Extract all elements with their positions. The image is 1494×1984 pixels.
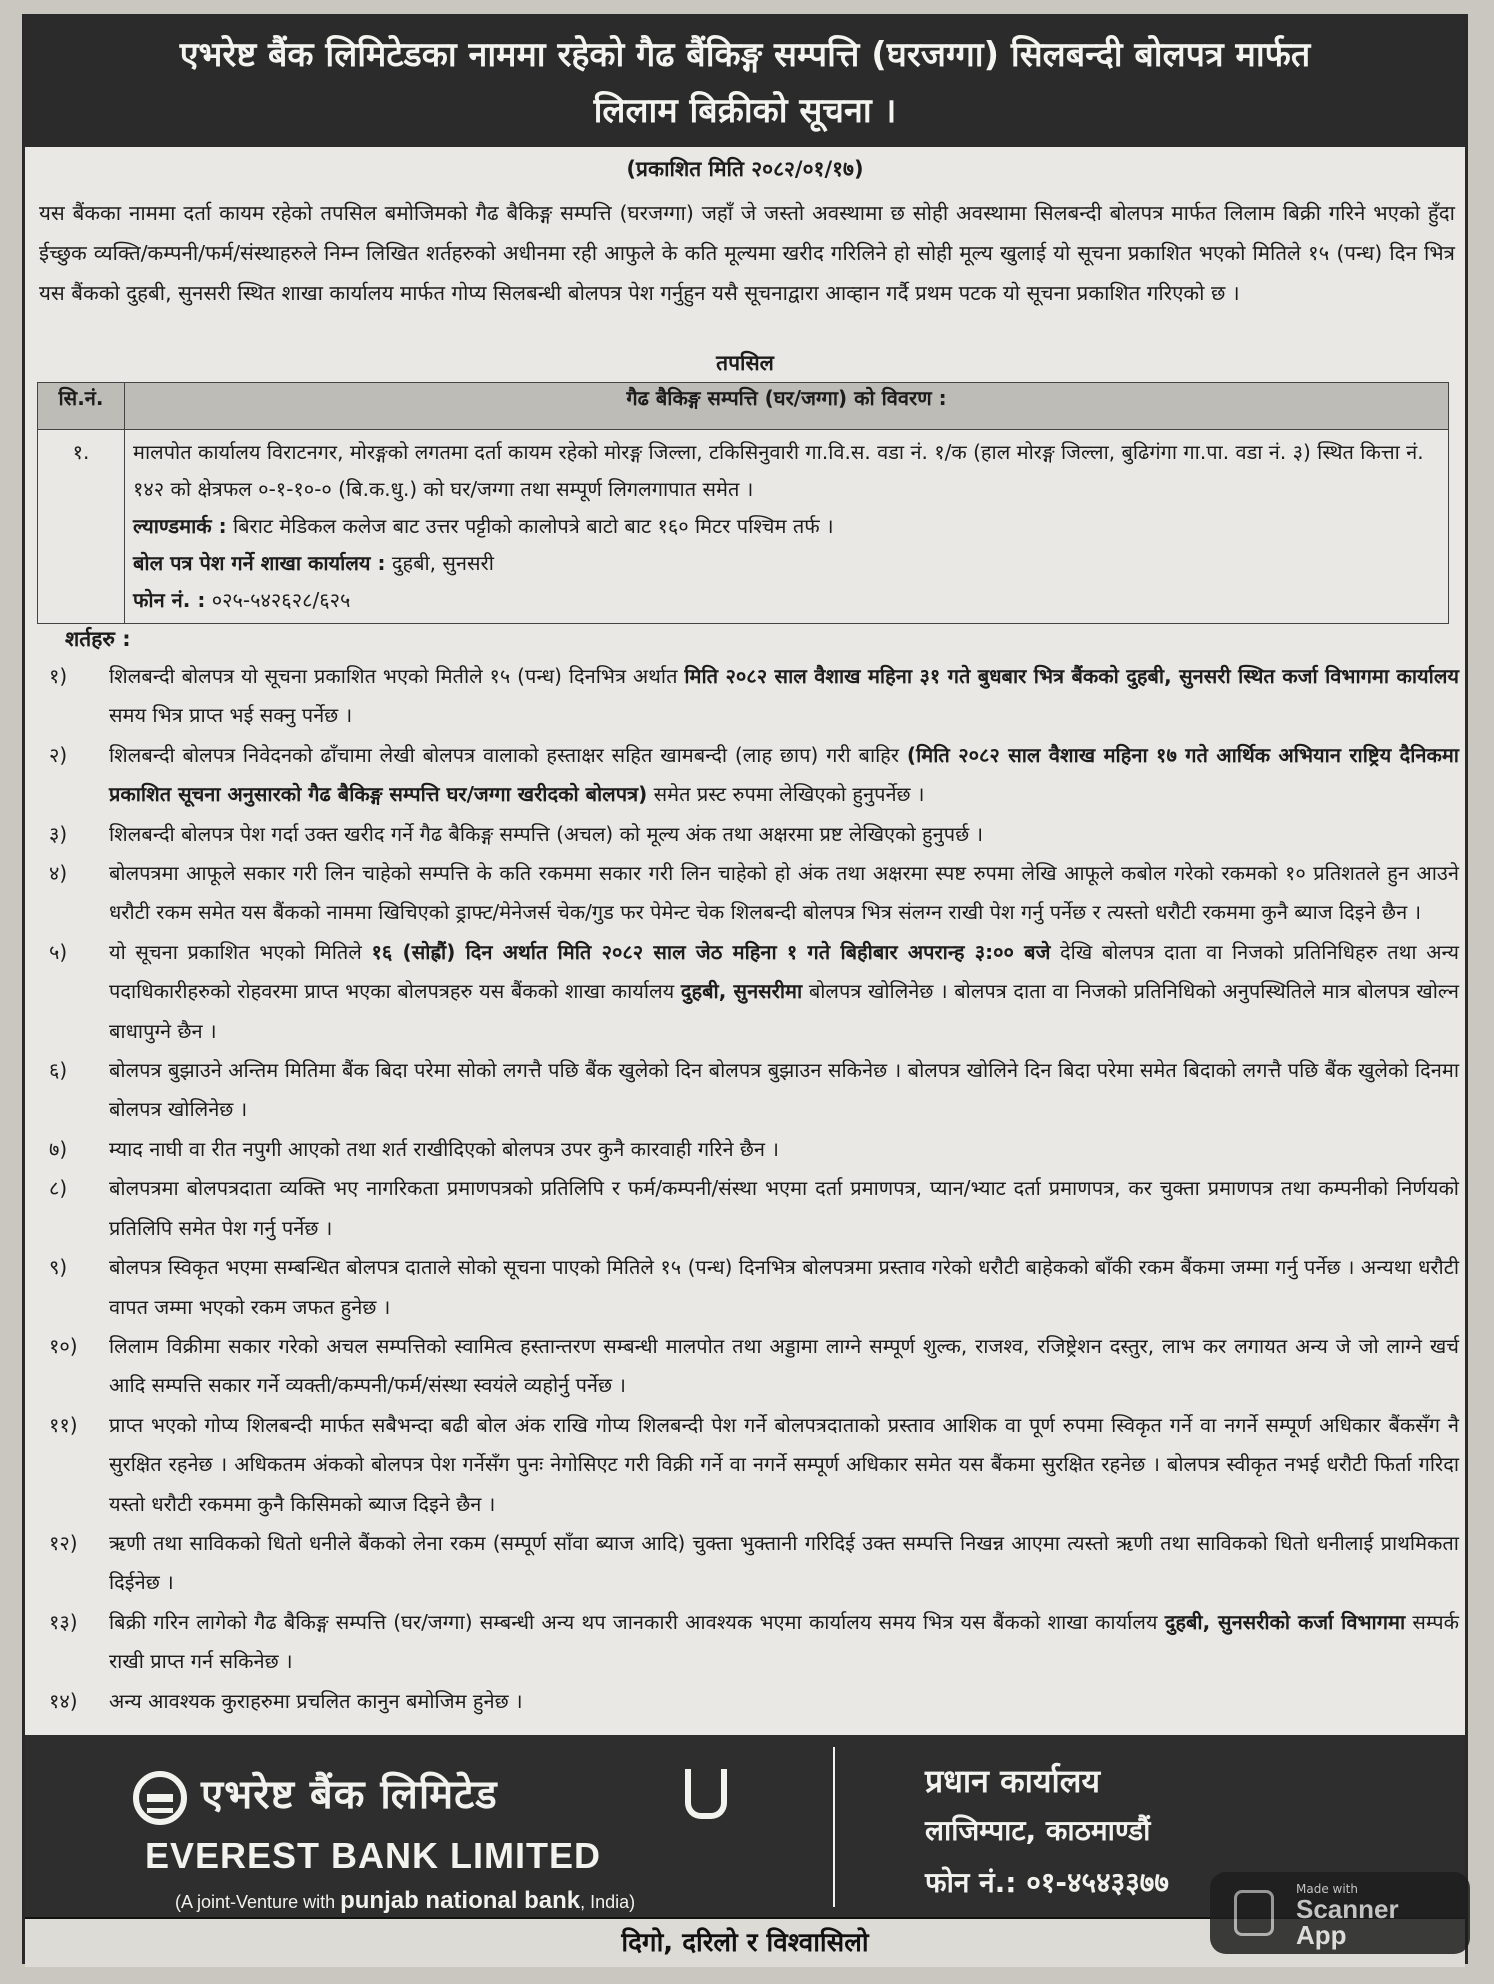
term-text-part: समेत प्रस्ट रुपमा लेखिएको हुनुपर्नेछ । (647, 782, 925, 807)
term-text-bold: मिति २०८२ साल वैशाख महिना ३१ गते बुधबार भित्र बैंकको दुहबी, सुनसरी स्थित कर्जा विभागमा कार्यालय (684, 664, 1459, 688)
phone-line (133, 582, 1440, 619)
term-text-bold: दुहबी, सुनसरीमा (680, 979, 803, 1004)
scanner-icon (1234, 1890, 1274, 1936)
term-text-part: म्याद नाघी वा रीत नपुगी आएको तथा शर्त राखीदिएको बोलपत्र उपर कुनै कारवाही गरिने छैन । (109, 1136, 779, 1161)
terms-list (49, 657, 1459, 1721)
term-item (49, 1248, 1459, 1327)
intro-paragraph: यस बैंकका नाममा दर्ता कायम रहेको तपसिल बमोजिमको गैढ बैकिङ्ग सम्पत्ति (घरजग्गा) जहाँ जे जस्तो अवस्थामा छ सोही अवस्थामा सिलबन्दी बोलपत्र मार्फत लिलाम बिक्री गरिने भएको हुँदा ईच्छुक व्यक्ति/कम्पनी/फर्म/संस्थाहरुले निम्न लिखित शर्तहरुको अधीनमा रही आफुले के कति मूल्यमा खरीद गरिलिने हो सोही मूल्य खुलाई यो सूचना प्रकाशित भएको मितिले १५ (पन्ध) दिन भित्र यस बैंकको दुहबी, सुनसरी स्थित शाखा कार्यालय मार्फत गोप्य सिलबन्धी बोलपत्र पेश गर्नुहुन यसै सूचनाद्वारा आव्हान गर्दै प्रथम पटक यो सूचना प्रकाशित गरिएको छ । (39, 201, 1455, 305)
bank-flag-icon (685, 1769, 727, 1819)
table-row (38, 430, 1449, 624)
phone-value: ०२५-५४२६२८/६२५ (211, 588, 351, 612)
scanner-app-badge (1210, 1872, 1470, 1954)
jv-suffix: , India) (580, 1892, 636, 1912)
badge-made-with: Made with (1296, 1882, 1358, 1896)
term-text-part: प्राप्त भएको गोप्य शिलबन्दी मार्फत सबैभन्दा बढी बोल अंक राखि गोप्य शिलबन्दी पेश गर्ने बोलपत्रदाताको प्रस्ताव आशिक वा पूर्ण रुपमा स्विकृत गर्ने वा नगर्ने सम्पूर्ण अधिकार बैंकसँग नै सुरक्षित रहनेछ । अधिकतम अंकको बोलपत्र पेश गर्नेसँग पुनः नेगोसिएट गरी विक्री गर्ने वा नगर्ने सम्पूर्ण अधिकार समेत यस बैंकमा सुरक्षित रहनेछ । बोलपत्र स्वीकृत नभई धरौटी फिर्ता गरिदा यस्तो धरौटी रकममा कुनै किसिमको ब्याज दिइने छैन । (109, 1412, 1459, 1516)
term-number: ९) (49, 1255, 68, 1280)
publication-date: (प्रकाशित मिति २०८२/०१/१७) (626, 157, 864, 181)
phone-label: फोन नं. : (133, 588, 206, 612)
term-text-part: समय भित्र प्राप्त भई सक्नु पर्नेछ । (109, 703, 353, 728)
term-item (49, 1051, 1459, 1130)
notice-title-line1: एभरेष्ट बैंक लिमिटेडका नाममा रहेको गैढ बैंकिङ्ग सम्पत्ति (घरजग्गा) सिलबन्दी बोलपत्र मार्फत (179, 35, 1311, 75)
jv-partner: punjab national bank (340, 1887, 581, 1914)
term-text-part: शिलबन्दी बोलपत्र निवेदनको ढाँचामा लेखी बोलपत्र वालाको हस्ताक्षर सहित खामबन्दी (लाह छाप) गरी बाहिर (109, 742, 907, 767)
jv-prefix: (A joint-Venture with (175, 1892, 341, 1912)
term-number: २) (49, 742, 68, 767)
term-text (109, 1406, 1459, 1524)
term-text (109, 1603, 1459, 1682)
footer-divider (833, 1747, 835, 1907)
term-text (109, 933, 1459, 1051)
term-text-part: ऋणी तथा साविकको धितो धनीले बैंकको लेना रकम (सम्पूर्ण साँवा ब्याज आदि) चुक्ता भुक्तानी गरिदिई उक्त सम्पत्ति निखन्न आएमा त्यस्तो ऋणी तथा साविकको धितो धनीलाई प्राथमिकता दिईनेछ । (109, 1530, 1459, 1595)
col-description-header: गैढ बैकिङ्ग सम्पत्ति (घर/जग्गा) को विवरण : (125, 383, 1449, 430)
term-number: १०) (49, 1333, 78, 1358)
term-text-part: लिलाम विक्रीमा सकार गरेको अचल सम्पत्तिको स्वामित्व हस्तान्तरण सम्बन्धी मालपोत तथा अड्डामा लाग्ने सम्पूर्ण शुल्क, राजश्व, रजिष्ट्रेशन दस्तुर, लाभ कर लगायत अन्य जे जो लाग्ने खर्च आदि सम्पत्ति सकार गर्ने व्यक्ती/कम्पनी/फर्म/संस्था स्वयंले व्यहोर्नु पर्नेछ । (109, 1333, 1459, 1398)
badge-app-name (1296, 1896, 1399, 1948)
term-text-part: यो सूचना प्रकाशित भएको मितिले (109, 939, 372, 964)
term-text-part: अन्य आवश्यक कुराहरुमा प्रचलित कानुन बमोजिम हुनेछ । (109, 1688, 523, 1713)
row-serial: १. (38, 430, 125, 624)
term-number: १३) (49, 1609, 78, 1634)
term-item (49, 1130, 1459, 1169)
col-serial-header: सि.नं. (38, 383, 125, 430)
term-text-part: सम्पर्क राखी प्राप्त गर्न सकिनेछ । (109, 1609, 1459, 1674)
term-number: ७) (49, 1136, 68, 1161)
term-text (109, 657, 1459, 736)
badge-name-line2: App (1296, 1920, 1347, 1950)
term-item (49, 657, 1459, 736)
term-number: ११) (49, 1412, 78, 1437)
head-office-phone: फोन नं.: ०१-४५४३३७७ (925, 1866, 1169, 1899)
term-item (49, 1327, 1459, 1406)
bank-name-nepali: एभरेष्ट बैंक लिमिटेड (201, 1772, 498, 1818)
term-text-part: बोलपत्र खोलिनेछ । बोलपत्र दाता वा निजको प्रतिनिधिको अनुपस्थितिले मात्र बोलपत्र खोल्न बाधापुग्ने छैन । (109, 979, 1459, 1043)
term-text-part: शिलबन्दी बोलपत्र यो सूचना प्रकाशित भएको मितीले १५ (पन्ध) दिनभित्र अर्थात (109, 664, 685, 688)
term-number: ३) (49, 821, 68, 846)
term-text (109, 1130, 1459, 1169)
notice-title-line2: लिलाम बिक्रीको सूचना । (593, 91, 897, 131)
property-table (37, 382, 1449, 624)
badge-name-line1: Scanner (1296, 1894, 1399, 1924)
row-description-cell (125, 430, 1449, 624)
notice-header (25, 17, 1465, 147)
term-text-part: बोलपत्र स्विकृत भएमा सम्बन्धित बोलपत्र दाताले सोको सूचना पाएको मितिले १५ (पन्ध) दिनभित्र बोलपत्रमा प्रस्ताव गरेको धरौटी बाहेकको बाँकी रकम बैंकमा जम्मा गर्नु पर्नेछ । अन्यथा धरौटी वापत जम्मा भएको रकम जफत हुनेछ । (109, 1255, 1459, 1319)
term-text-bold: दुहबी, सुनसरीको कर्जा विभागमा (1164, 1609, 1406, 1634)
term-item (49, 1603, 1459, 1682)
term-item (49, 1682, 1459, 1721)
term-text-part: बोलपत्रमा बोलपत्रदाता व्यक्ति भए नागरिकता प्रमाणपत्रको प्रतिलिपि र फर्म/कम्पनी/संस्था भएमा दर्ता प्रमाणपत्र, प्यान/भ्याट दर्ता प्रमाणपत्र, कर चुक्ता प्रमाणपत्र तथा कम्पनीको निर्णयको प्रतिलिपि समेत पेश गर्नु पर्नेछ । (109, 1176, 1459, 1240)
term-text (109, 854, 1459, 933)
bank-name-english: EVEREST BANK LIMITED (145, 1835, 602, 1876)
term-text (109, 1524, 1459, 1603)
bank-slogan: दिगो, दरिलो र विश्वासिलो (25, 1917, 1465, 1967)
term-text (109, 736, 1459, 815)
term-text-part: देखि बोलपत्र दाता वा निजको प्रतिनिधिहरु तथा अन्य पदाधिकारीहरुको रोहवरमा प्राप्त भएका बोलपत्रहरु यस बैंकको शाखा कार्यालय (109, 939, 1460, 1004)
landmark-value: बिराट मेडिकल कलेज बाट उत्तर पट्टीको कालोपत्रे बाटो बाट १६० मिटर पश्चिम तर्फ । (232, 514, 834, 538)
table-header-row (38, 383, 1449, 430)
term-text-part: बिक्री गरिन लागेको गैढ बैकिङ्ग सम्पत्ति (घर/जग्गा) सम्बन्धी अन्य थप जानकारी आवश्यक भएमा कार्यालय समय भित्र यस बैंकको शाखा कार्यालय (109, 1609, 1165, 1634)
head-office-address: लाजिम्पाट, काठमाण्डौं (925, 1814, 1151, 1847)
term-text (109, 1051, 1459, 1130)
term-text-bold: (मिति २०८२ साल वैशाख महिना १७ गते आर्थिक अभियान राष्ट्रिय दैनिकमा प्रकाशित सूचना अनुसारको गैढ बैकिङ्ग सम्पत्ति घर/जग्गा खरीदको बोलपत्र) (109, 742, 1459, 807)
joint-venture-note (175, 1887, 635, 1915)
term-text (109, 1327, 1459, 1406)
terms-heading: शर्तहरु : (65, 627, 131, 651)
term-item (49, 854, 1459, 933)
term-number: ६) (49, 1058, 68, 1083)
term-item (49, 815, 1459, 854)
landmark-line (133, 508, 1440, 545)
term-text (109, 1169, 1459, 1248)
term-number: ८) (49, 1176, 68, 1201)
landmark-label: ल्याण्डमार्क : (133, 514, 227, 538)
term-item (49, 736, 1459, 815)
term-text-bold: १६ (सोह्रौं) दिन अर्थात मिति २०८२ साल जेठ महिना १ गते बिहीबार अपरान्ह ३:०० बजे (371, 939, 1051, 964)
term-text-part: शिलबन्दी बोलपत्र पेश गर्दा उक्त खरीद गर्ने गैढ बैकिङ्ग सम्पत्ति (अचल) को मूल्य अंक तथा अक्षरमा प्रष्ट लेखिएको हुनुपर्छ । (109, 821, 984, 846)
term-item (49, 1169, 1459, 1248)
term-number: १२) (49, 1530, 78, 1555)
term-text-part: बोलपत्र बुझाउने अन्तिम मितिमा बैंक बिदा परेमा सोको लगत्तै पछि बैंक खुलेको दिन बोलपत्र बुझाउन सकिनेछ । बोलपत्र खोलिने दिन बिदा परेमा समेत बिदाको लगत्तै पछि बैंक खुलेको दिनमा बोलपत्र खोलिनेछ । (109, 1058, 1459, 1122)
term-number: ४) (49, 861, 68, 886)
term-item (49, 933, 1459, 1051)
branch-line (133, 545, 1440, 582)
term-item (49, 1406, 1459, 1524)
property-description: मालपोत कार्यालय विराटनगर, मोरङ्गको लगतमा दर्ता कायम रहेको मोरङ्ग जिल्ला, टकिसिनुवारी गा.वि.स. वडा नं. १/क (हाल मोरङ्ग जिल्ला, बुढिगंगा गा.पा. वडा नं. ३) स्थित कित्ता नं. १४२ को क्षेत्रफल ०-१-१०-० (बि.क.धु.) को घर/जग्गा तथा सम्पूर्ण लिगलगापात समेत । (133, 440, 1424, 501)
term-text (109, 815, 1459, 854)
schedule-title: तपसिल (716, 351, 774, 375)
branch-label: बोल पत्र पेश गर्ने शाखा कार्यालय : (133, 551, 386, 575)
term-number: १४) (49, 1688, 78, 1713)
term-number: १) (49, 664, 68, 688)
term-text-part: बोलपत्रमा आफूले सकार गरी लिन चाहेको सम्पत्ति के कति रकममा सकार गरी लिन चाहेको हो अंक तथा अक्षरमा स्पष्ट रुपमा लेखि आफूले कबोल गरेको रकमको १० प्रतिशतले हुन आउने धरौटी रकम समेत यस बैंकको नाममा खिचिएको ड्राफ्ट/मेनेजर्स चेक/गुड फर पेमेन्ट चेक शिलबन्दी बोलपत्र भित्र संलग्न राखी पेश गर्नु पर्नेछ र त्यस्तो धरौटी रकममा कुनै ब्याज दिइने छैन । (109, 861, 1459, 925)
term-item (49, 1524, 1459, 1603)
head-office-title: प्रधान कार्यालय (925, 1762, 1101, 1800)
term-text (109, 1682, 1459, 1721)
term-number: ५) (49, 939, 68, 964)
term-text (109, 1248, 1459, 1327)
notice-sheet (22, 14, 1468, 1964)
branch-value: दुहबी, सुनसरी (391, 551, 494, 575)
everest-logo-icon (133, 1771, 187, 1825)
